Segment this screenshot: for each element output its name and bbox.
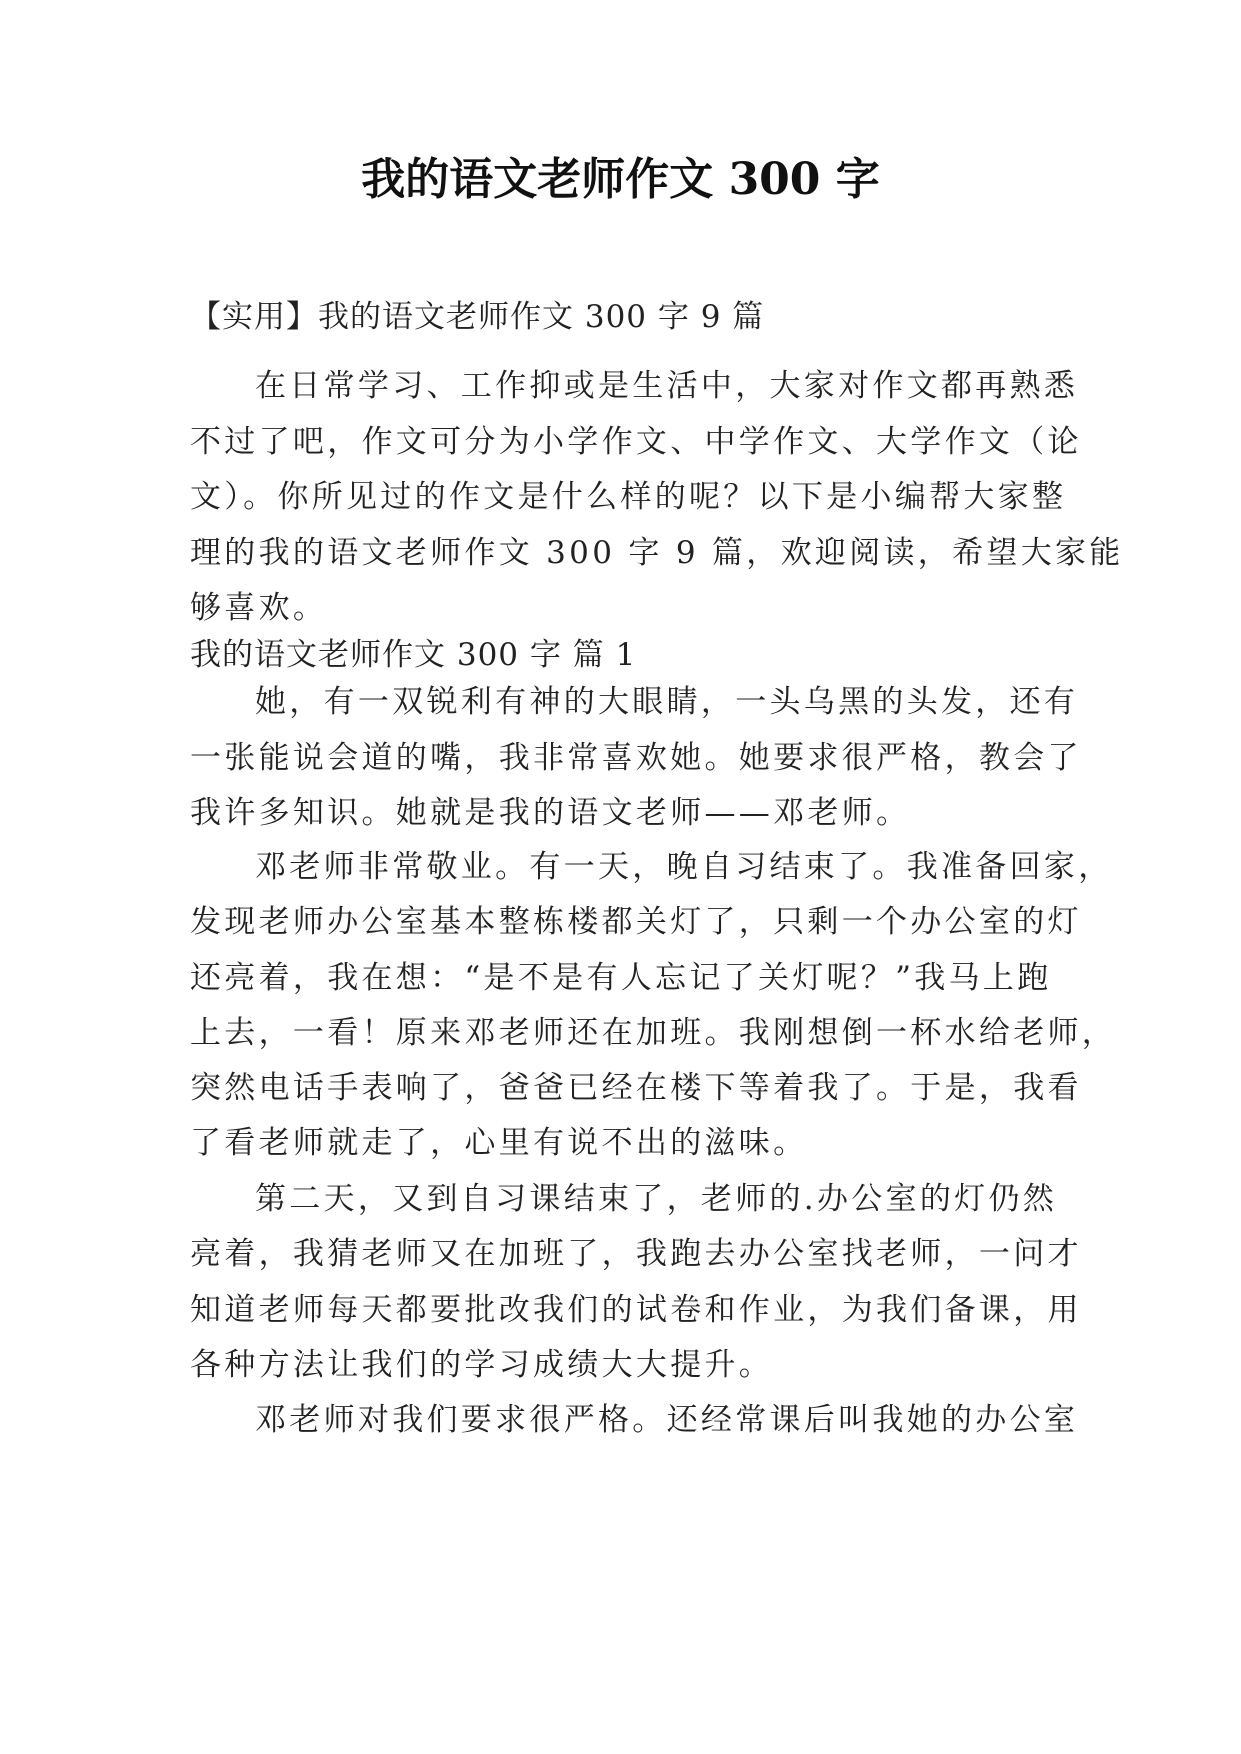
intro-line: 理的我的语文老师作文 300 字 9 篇，欢迎阅读，希望大家能 [190,535,1124,571]
intro-line: 文）。你所见过的作文是什么样的呢？以下是小编帮大家整 [190,479,1067,515]
intro-line: 够喜欢。 [190,590,328,626]
paragraph-line: 第二天，又到自习课结束了，老师的.办公室的灯仍然 [255,1181,1058,1217]
page-title: 我的语文老师作文 300 字 [361,154,880,205]
paragraph-line: 了看老师就走了，心里有说不出的滋味。 [190,1125,808,1161]
paragraph-line: 上去，一看！原来邓老师还在加班。我刚想倒一杯水给老师， [190,1015,1117,1051]
paragraph-line: 一张能说会道的嘴，我非常喜欢她。她要求很严格，教会了 [190,740,1082,776]
paragraph-line: 发现老师办公室基本整栋楼都关灯了，只剩一个办公室的灯 [190,904,1082,940]
intro-line: 在日常学习、工作抑或是生活中，大家对作文都再熟悉 [255,368,1079,404]
paragraph-line: 还亮着，我在想：“是不是有人忘记了关灯呢？”我马上跑 [190,960,1052,996]
paragraph-line: 邓老师非常敬业。有一天，晚自习结束了。我准备回家， [255,849,1113,885]
paragraph-line: 我许多知识。她就是我的语文老师——邓老师。 [190,795,911,831]
subtitle: 【实用】我的语文老师作文 300 字 9 篇 [190,299,765,335]
paragraph-line: 知道老师每天都要批改我们的试卷和作业，为我们备课，用 [190,1292,1082,1328]
paragraph-line: 邓老师对我们要求很严格。还经常课后叫我她的办公室 [255,1402,1079,1438]
paragraph-line: 亮着，我猜老师又在加班了，我跑去办公室找老师，一问才 [190,1236,1082,1272]
intro-line: 不过了吧，作文可分为小学作文、中学作文、大学作文（论 [190,424,1082,460]
section-heading: 我的语文老师作文 300 字 篇 1 [190,637,637,673]
paragraph-line: 突然电话手表响了，爸爸已经在楼下等着我了。于是，我看 [190,1070,1082,1106]
paragraph-line: 她，有一双锐利有神的大眼睛，一头乌黑的头发，还有 [255,684,1079,720]
paragraph-line: 各种方法让我们的学习成绩大大提升。 [190,1347,774,1383]
